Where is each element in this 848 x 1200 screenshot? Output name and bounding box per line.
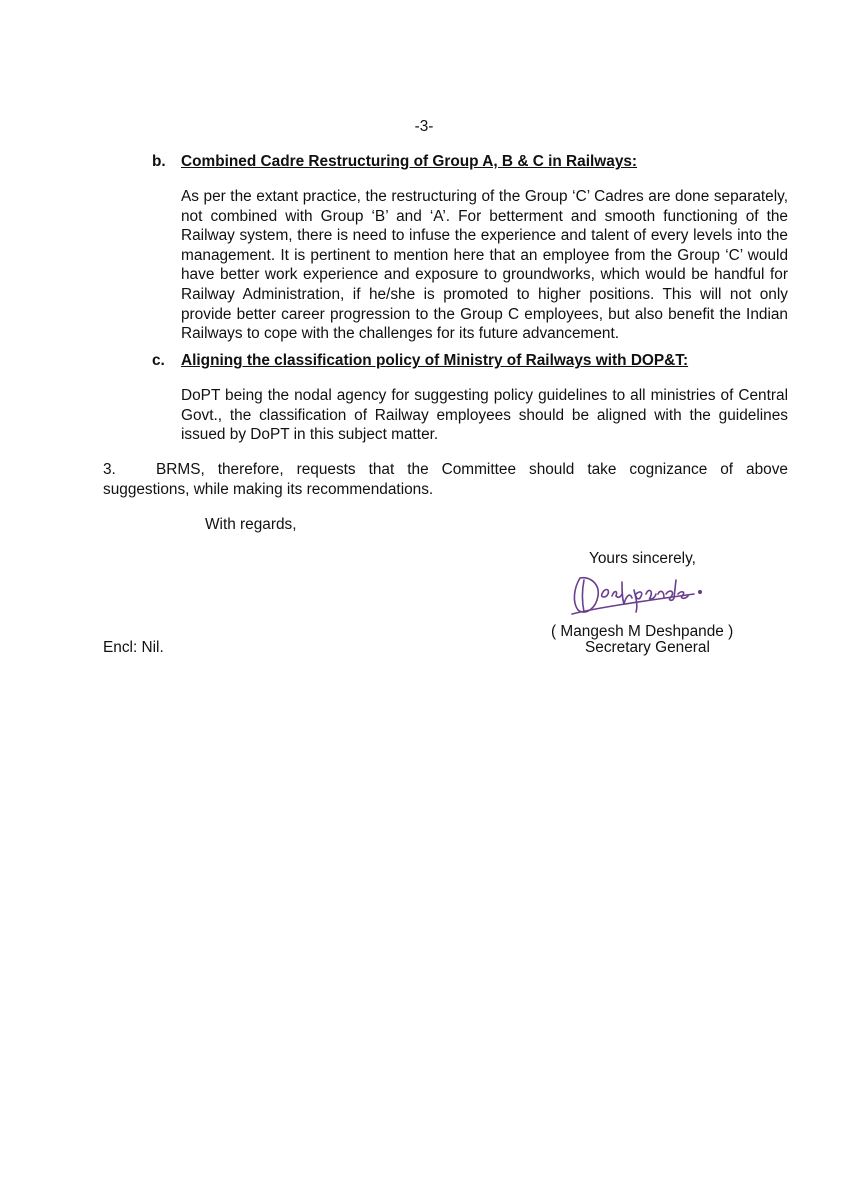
section-b-marker: b. <box>152 153 166 170</box>
handwritten-signature <box>566 568 716 620</box>
section-c-marker: c. <box>152 352 165 369</box>
point-3-paragraph <box>103 460 788 499</box>
enclosure-note: Encl: Nil. <box>103 639 164 656</box>
yours-sincerely: Yours sincerely, <box>589 550 696 567</box>
section-c-title: Aligning the classification policy of Ministry of Railways with DOP&T: <box>181 352 689 369</box>
section-b-body: As per the extant practice, the restructuring of the Group ‘C’ Cadres are done separately, not combined with Group ‘B’ and ‘A’. For betterment and smooth functioning of the Railway system, there is need to infuse the experience and talent of every levels into the management. It is pertinent to mention here that an employee from the Group ‘C’ would have better work experience and exposure to groundworks, which would be handful for Railway Administration, if he/she is promoted to higher positions. This will not only provide better career progression to the Group C employees, but also benefit the Indian Railways to cope with the challenges for its future advancement. <box>181 188 788 343</box>
section-c-body: DoPT being the nodal agency for suggesting policy guidelines to all ministries of Central Govt., the classification of Railway employees should be aligned with the guidelines issued by DoPT in this subject matter. <box>181 387 788 444</box>
closing-regards: With regards, <box>205 516 297 533</box>
signatory-name: ( Mangesh M Deshpande ) <box>551 623 734 640</box>
point-3-number: 3. <box>103 461 116 478</box>
section-b-title: Combined Cadre Restructuring of Group A, B & C in Railways: <box>181 153 638 170</box>
page-number: -3- <box>414 118 434 135</box>
signatory-title: Secretary General <box>585 639 710 656</box>
point-3-text: BRMS, therefore, requests that the Committee should take cognizance of above suggestions, while making its recommendations. <box>103 461 788 498</box>
